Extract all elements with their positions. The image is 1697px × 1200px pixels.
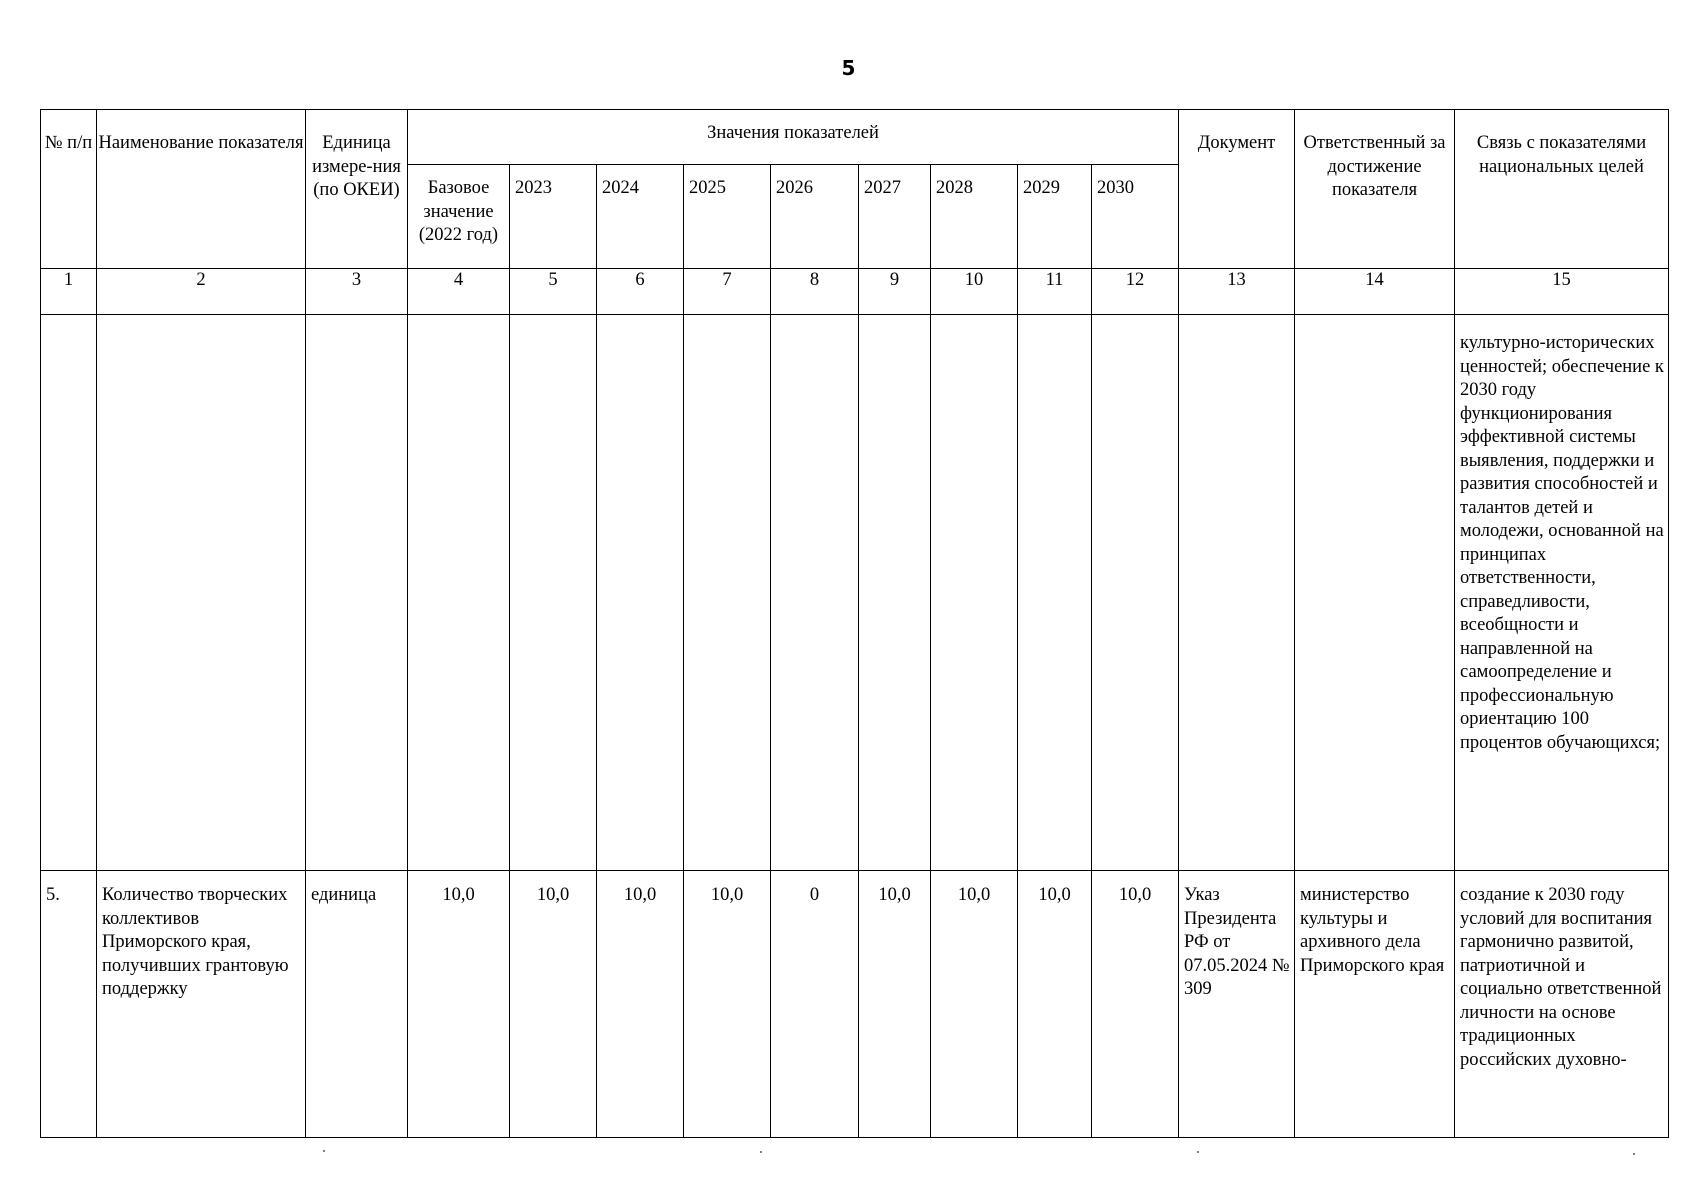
column-number: 5 — [510, 269, 597, 315]
column-number: 10 — [931, 269, 1018, 315]
column-number: 9 — [859, 269, 931, 315]
empty-cell — [97, 315, 306, 871]
column-number: 3 — [306, 269, 408, 315]
header-num: № п/п — [41, 110, 97, 269]
column-number: 15 — [1455, 269, 1669, 315]
column-number: 13 — [1179, 269, 1295, 315]
scan-dot — [760, 1151, 762, 1153]
header-values-group: Значения показателей — [408, 110, 1179, 165]
row-year-value: 10,0 — [597, 871, 684, 1138]
row-year-value: 10,0 — [684, 871, 771, 1138]
column-number: 4 — [408, 269, 510, 315]
column-number: 12 — [1092, 269, 1179, 315]
empty-cell — [1092, 315, 1179, 871]
empty-cell — [597, 315, 684, 871]
row-year-value: 10,0 — [859, 871, 931, 1138]
table-row — [41, 871, 1669, 1138]
header-year: 2023 — [510, 165, 597, 269]
empty-cell — [41, 315, 97, 871]
row-unit: единица — [306, 871, 408, 1138]
header-year: 2024 — [597, 165, 684, 269]
continuation-link-text: культурно-исторических ценностей; обеспечение к 2030 году функционирования эффективной системы выявления, поддержки и развития способностей и талантов детей и молодежи, основанной на принципах ответственности, справедливости, всеобщности и направленной на самоопределение и профессиональную ориентацию 100 процентов обучающихся; — [1455, 315, 1669, 871]
row-num: 5. — [41, 871, 97, 1138]
header-row — [41, 110, 1669, 165]
empty-cell — [306, 315, 408, 871]
scan-dot — [1633, 1153, 1635, 1155]
header-link: Связь с показателями национальных целей — [1455, 110, 1669, 269]
column-number: 1 — [41, 269, 97, 315]
row-link-text: создание к 2030 году условий для воспитания гармонично развитой, патриотичной и социально ответственной личности на основе традиционных российских духовно- — [1455, 871, 1669, 1138]
page-number: 5 — [841, 56, 856, 80]
column-number: 14 — [1295, 269, 1455, 315]
scan-dot — [1197, 1151, 1199, 1153]
row-year-value: 10,0 — [931, 871, 1018, 1138]
header-name: Наименование показателя — [97, 110, 306, 269]
header-unit: Единица измере-ния (по ОКЕИ) — [306, 110, 408, 269]
empty-cell — [1018, 315, 1092, 871]
empty-cell — [771, 315, 859, 871]
header-year: 2029 — [1018, 165, 1092, 269]
column-number: 11 — [1018, 269, 1092, 315]
column-number: 8 — [771, 269, 859, 315]
header-year: 2025 — [684, 165, 771, 269]
column-number: 7 — [684, 269, 771, 315]
column-numbers-row — [41, 269, 1669, 315]
empty-cell — [510, 315, 597, 871]
header-year: 2027 — [859, 165, 931, 269]
continuation-row — [41, 315, 1669, 871]
empty-cell — [684, 315, 771, 871]
row-document: Указ Президента РФ от 07.05.2024 № 309 — [1179, 871, 1295, 1138]
row-year-value: 10,0 — [510, 871, 597, 1138]
empty-cell — [1179, 315, 1295, 871]
empty-cell — [931, 315, 1018, 871]
empty-cell — [408, 315, 510, 871]
row-year-value: 0 — [771, 871, 859, 1138]
row-base-value: 10,0 — [408, 871, 510, 1138]
empty-cell — [1295, 315, 1455, 871]
header-year: 2030 — [1092, 165, 1179, 269]
row-year-value: 10,0 — [1018, 871, 1092, 1138]
header-year: 2026 — [771, 165, 859, 269]
row-year-value: 10,0 — [1092, 871, 1179, 1138]
column-number: 2 — [97, 269, 306, 315]
header-responsible: Ответственный за достижение показателя — [1295, 110, 1455, 269]
row-indicator-name: Количество творческих коллективов Приморского края, получивших грантовую поддержку — [97, 871, 306, 1138]
column-number: 6 — [597, 269, 684, 315]
header-document: Документ — [1179, 110, 1295, 269]
header-base-value: Базовое значение (2022 год) — [408, 165, 510, 269]
scan-dot — [323, 1150, 325, 1152]
header-year: 2028 — [931, 165, 1018, 269]
empty-cell — [859, 315, 931, 871]
indicators-table — [40, 109, 1669, 1138]
row-responsible: министерство культуры и архивного дела Приморского края — [1295, 871, 1455, 1138]
